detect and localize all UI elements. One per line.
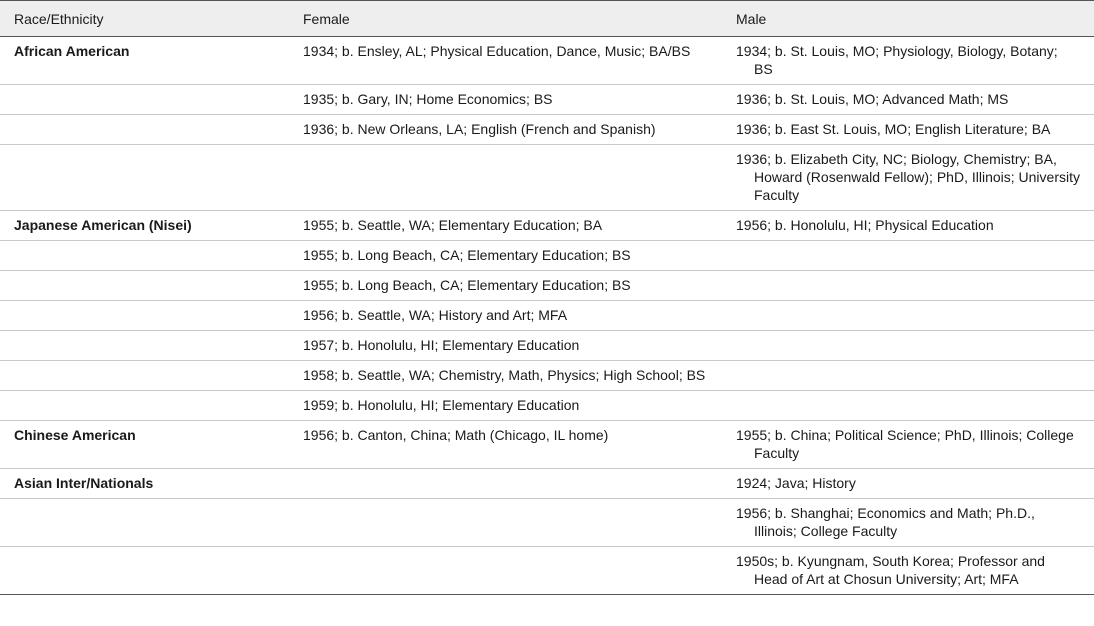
group-label: African American [14, 43, 130, 59]
female-entry: 1934; b. Ensley, AL; Physical Education, Dance, Music; BA/BS [303, 43, 691, 59]
group-cell [0, 301, 289, 331]
female-cell [289, 499, 722, 547]
female-entry: 1956; b. Canton, China; Math (Chicago, IL home) [303, 427, 609, 443]
header-row [0, 1, 1094, 37]
group-cell [0, 391, 289, 421]
male-entry: 1934; b. St. Louis, MO; Physiology, Biology, Botany; BS [736, 43, 1058, 77]
table-row [0, 271, 1094, 301]
male-cell [722, 115, 1094, 145]
table-row [0, 391, 1094, 421]
male-entry: 1956; b. Honolulu, HI; Physical Education [736, 217, 994, 233]
female-cell [289, 115, 722, 145]
male-cell [722, 391, 1094, 421]
table-row [0, 361, 1094, 391]
group-label: Asian Inter/Nationals [14, 475, 154, 491]
table-row [0, 85, 1094, 115]
group-cell [0, 421, 289, 469]
female-cell [289, 241, 722, 271]
header-female: Female [289, 1, 722, 37]
female-cell [289, 301, 722, 331]
group-cell [0, 547, 289, 595]
table-header [0, 1, 1094, 37]
male-cell [722, 241, 1094, 271]
female-cell [289, 391, 722, 421]
male-entry: 1956; b. Shanghai; Economics and Math; Ph.D., Illinois; College Faculty [736, 505, 1035, 539]
female-entry: 1955; b. Seattle, WA; Elementary Education; BA [303, 217, 603, 233]
table-row [0, 115, 1094, 145]
female-entry: 1955; b. Long Beach, CA; Elementary Education; BS [303, 277, 631, 293]
male-entry: 1955; b. China; Political Science; PhD, Illinois; College Faculty [736, 427, 1074, 461]
group-cell [0, 469, 289, 499]
table-row [0, 211, 1094, 241]
female-entry: 1936; b. New Orleans, LA; English (French and Spanish) [303, 121, 656, 137]
male-cell [722, 421, 1094, 469]
male-cell [722, 361, 1094, 391]
male-cell [722, 469, 1094, 499]
female-entry: 1956; b. Seattle, WA; History and Art; MFA [303, 307, 568, 323]
group-cell [0, 499, 289, 547]
table-row [0, 301, 1094, 331]
female-cell [289, 271, 722, 301]
table-row [0, 331, 1094, 361]
female-cell [289, 85, 722, 115]
female-entry: 1958; b. Seattle, WA; Chemistry, Math, Physics; High School; BS [303, 367, 706, 383]
male-cell [722, 211, 1094, 241]
female-cell [289, 37, 722, 85]
male-cell [722, 499, 1094, 547]
female-entry: 1935; b. Gary, IN; Home Economics; BS [303, 91, 553, 107]
table-row [0, 499, 1094, 547]
table-row [0, 145, 1094, 211]
male-entry: 1936; b. Elizabeth City, NC; Biology, Chemistry; BA, Howard (Rosenwald Fellow); PhD, Illinois; University Faculty [736, 151, 1080, 203]
male-cell [722, 271, 1094, 301]
male-entry: 1936; b. St. Louis, MO; Advanced Math; MS [736, 91, 1009, 107]
female-cell [289, 145, 722, 211]
group-cell [0, 37, 289, 85]
female-entry: 1959; b. Honolulu, HI; Elementary Education [303, 397, 580, 413]
female-cell [289, 331, 722, 361]
female-cell [289, 547, 722, 595]
group-cell [0, 115, 289, 145]
group-cell [0, 211, 289, 241]
male-entry: 1950s; b. Kyungnam, South Korea; Professor and Head of Art at Chosun University; Art; MFA [736, 553, 1045, 587]
group-cell [0, 85, 289, 115]
group-cell [0, 145, 289, 211]
table-row [0, 421, 1094, 469]
group-cell [0, 361, 289, 391]
male-cell [722, 547, 1094, 595]
male-cell [722, 145, 1094, 211]
table-body [0, 37, 1094, 595]
table-row [0, 547, 1094, 595]
female-entry: 1957; b. Honolulu, HI; Elementary Education [303, 337, 580, 353]
header-male: Male [722, 1, 1094, 37]
group-cell [0, 241, 289, 271]
group-cell [0, 271, 289, 301]
male-entry: 1924; Java; History [736, 475, 856, 491]
header-race-ethnicity: Race/Ethnicity [0, 1, 289, 37]
table-row [0, 37, 1094, 85]
female-cell [289, 361, 722, 391]
female-cell [289, 211, 722, 241]
male-cell [722, 301, 1094, 331]
male-cell [722, 85, 1094, 115]
male-entry: 1936; b. East St. Louis, MO; English Literature; BA [736, 121, 1051, 137]
male-cell [722, 331, 1094, 361]
male-cell [722, 37, 1094, 85]
group-cell [0, 331, 289, 361]
female-entry: 1955; b. Long Beach, CA; Elementary Education; BS [303, 247, 631, 263]
table-row [0, 469, 1094, 499]
table-row [0, 241, 1094, 271]
female-cell [289, 469, 722, 499]
female-cell [289, 421, 722, 469]
group-label: Japanese American (Nisei) [14, 217, 192, 233]
group-label: Chinese American [14, 427, 136, 443]
